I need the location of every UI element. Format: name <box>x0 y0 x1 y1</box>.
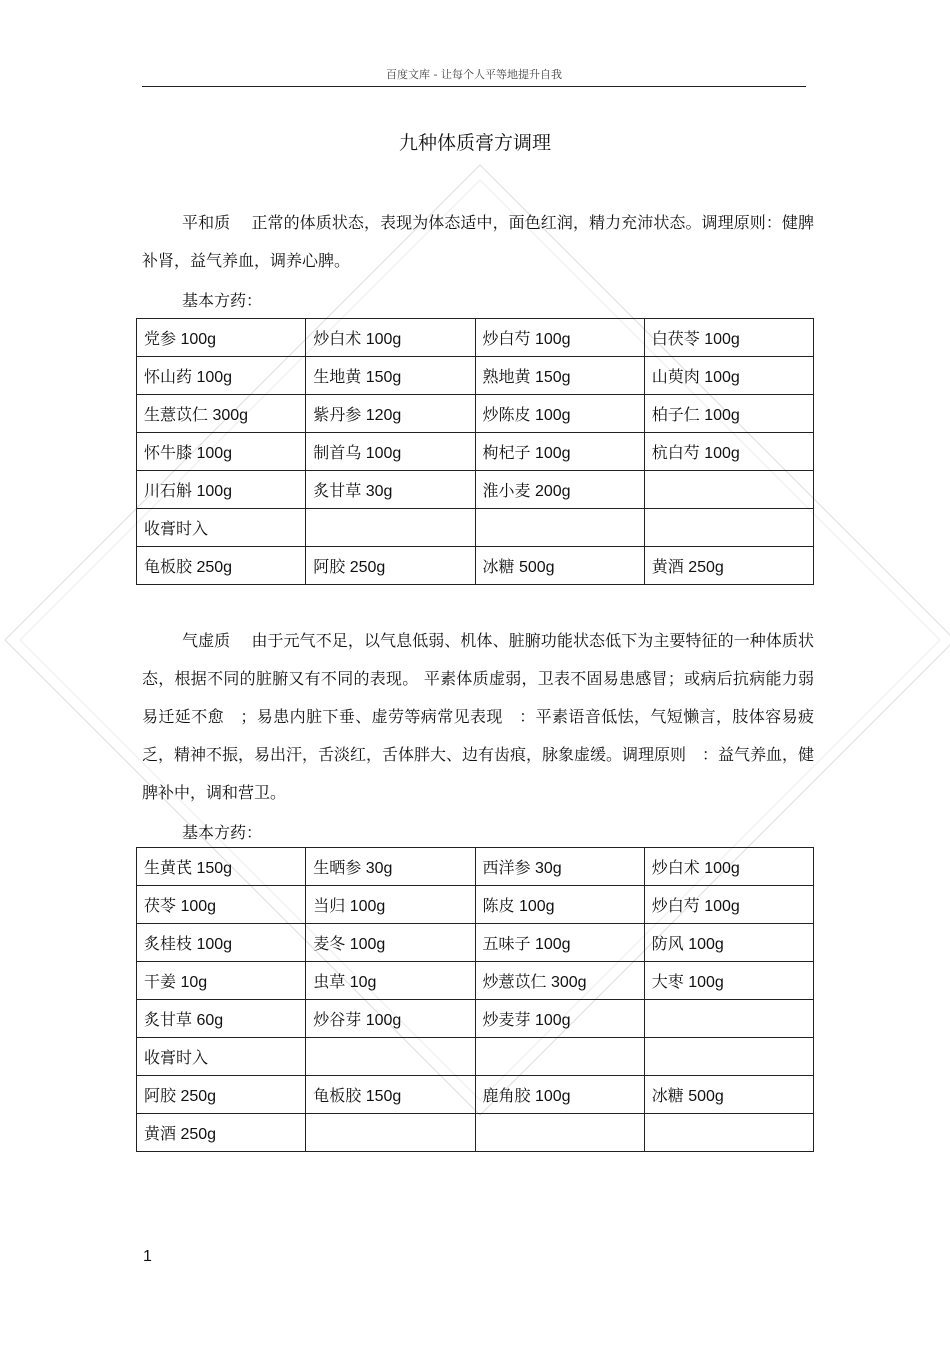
table-cell: 大枣 100g <box>644 962 813 1000</box>
table-cell: 紫丹参 120g <box>306 395 475 433</box>
table-cell: 枸杞子 100g <box>475 433 644 471</box>
table-cell: 生薏苡仁 300g <box>137 395 306 433</box>
table-cell: 陈皮 100g <box>475 886 644 924</box>
table-cell: 收膏时入 <box>137 509 306 547</box>
table-cell: 怀山药 100g <box>137 357 306 395</box>
table-cell: 炒白芍 100g <box>644 886 813 924</box>
table-cell: 川石斛 100g <box>137 471 306 509</box>
table-row <box>137 357 814 395</box>
table-cell <box>306 509 475 547</box>
page-header: 百度文库 - 让每个人平等地提升自我 <box>142 66 806 87</box>
table-cell: 收膏时入 <box>137 1038 306 1076</box>
document-title: 九种体质膏方调理 <box>398 132 551 154</box>
page-number: 1 <box>143 1248 152 1265</box>
table-row <box>137 1038 814 1076</box>
table-cell: 龟板胶 250g <box>137 547 306 585</box>
section1-herb-table <box>136 318 814 585</box>
table-row <box>137 1114 814 1152</box>
table-cell <box>644 471 813 509</box>
table-cell: 黄酒 250g <box>644 547 813 585</box>
table-cell <box>644 1000 813 1038</box>
table-cell: 炙甘草 60g <box>137 1000 306 1038</box>
table-cell: 虫草 10g <box>306 962 475 1000</box>
table-row <box>137 433 814 471</box>
table-cell: 龟板胶 150g <box>306 1076 475 1114</box>
table-cell: 阿胶 250g <box>137 1076 306 1114</box>
table-row <box>137 547 814 585</box>
table-cell: 鹿角胶 100g <box>475 1076 644 1114</box>
table-cell: 黄酒 250g <box>137 1114 306 1152</box>
table-row <box>137 848 814 886</box>
table-cell: 阿胶 250g <box>306 547 475 585</box>
table-cell: 山萸肉 100g <box>644 357 813 395</box>
table-cell: 炒陈皮 100g <box>475 395 644 433</box>
table-row <box>137 1076 814 1114</box>
table-cell: 防风 100g <box>644 924 813 962</box>
table-cell: 炙桂枝 100g <box>137 924 306 962</box>
table-cell: 生地黄 150g <box>306 357 475 395</box>
table-cell: 熟地黄 150g <box>475 357 644 395</box>
table-cell <box>644 1114 813 1152</box>
table-cell: 冰糖 500g <box>644 1076 813 1114</box>
table-cell: 五味子 100g <box>475 924 644 962</box>
table-row <box>137 471 814 509</box>
table-cell: 党参 100g <box>137 319 306 357</box>
table-cell <box>475 1114 644 1152</box>
table-cell: 炒谷芽 100g <box>306 1000 475 1038</box>
table-cell: 干姜 10g <box>137 962 306 1000</box>
table-cell: 当归 100g <box>306 886 475 924</box>
table-cell: 炒白术 100g <box>644 848 813 886</box>
table-cell: 白茯苓 100g <box>644 319 813 357</box>
table-cell <box>475 1038 644 1076</box>
table-row <box>137 509 814 547</box>
table-row <box>137 924 814 962</box>
table-cell <box>475 509 644 547</box>
section2-label: 基本方药： <box>182 823 263 842</box>
section1-label: 基本方药： <box>182 291 263 310</box>
table-cell: 生晒参 30g <box>306 848 475 886</box>
table-cell: 茯苓 100g <box>137 886 306 924</box>
table-cell <box>306 1038 475 1076</box>
table-cell: 炒白芍 100g <box>475 319 644 357</box>
table-row <box>137 319 814 357</box>
table-cell: 淮小麦 200g <box>475 471 644 509</box>
table-cell: 西洋参 30g <box>475 848 644 886</box>
table-row <box>137 962 814 1000</box>
table-cell: 杭白芍 100g <box>644 433 813 471</box>
table-cell <box>306 1114 475 1152</box>
table-cell: 麦冬 100g <box>306 924 475 962</box>
table-cell: 炒薏苡仁 300g <box>475 962 644 1000</box>
table-cell: 生黄芪 150g <box>137 848 306 886</box>
table-cell: 柏子仁 100g <box>644 395 813 433</box>
section2-paragraph: 气虚质 由于元气不足，以气息低弱、机体、脏腑功能状态低下为主要特征的一种体质状态，根据不同的脏腑又有不同的表现。 平素体质虚弱，卫表不固易患感冒；或病后抗病能力弱易迁延不愈 ；易患内脏下垂、虚劳等病常见表现 ：平素语音低怯，气短懒言，肢体容易疲乏，精神不振，易出汗，舌淡红，舌体胖大、边有齿痕，脉象虚缓。调理原则 ：益气养血，健脾补中，调和营卫。 <box>142 631 815 802</box>
table-cell: 冰糖 500g <box>475 547 644 585</box>
table-cell: 制首乌 100g <box>306 433 475 471</box>
table-row <box>137 886 814 924</box>
table-cell: 怀牛膝 100g <box>137 433 306 471</box>
table-cell: 炒白术 100g <box>306 319 475 357</box>
table-cell: 炒麦芽 100g <box>475 1000 644 1038</box>
table-cell: 炙甘草 30g <box>306 471 475 509</box>
table-row <box>137 1000 814 1038</box>
section2-herb-table <box>136 847 814 1152</box>
section1-paragraph: 平和质 正常的体质状态，表现为体态适中，面色红润，精力充沛状态。调理原则：健脾补肾，益气养血，调养心脾。 <box>142 213 814 270</box>
table-cell <box>644 1038 813 1076</box>
table-cell <box>644 509 813 547</box>
table-row <box>137 395 814 433</box>
